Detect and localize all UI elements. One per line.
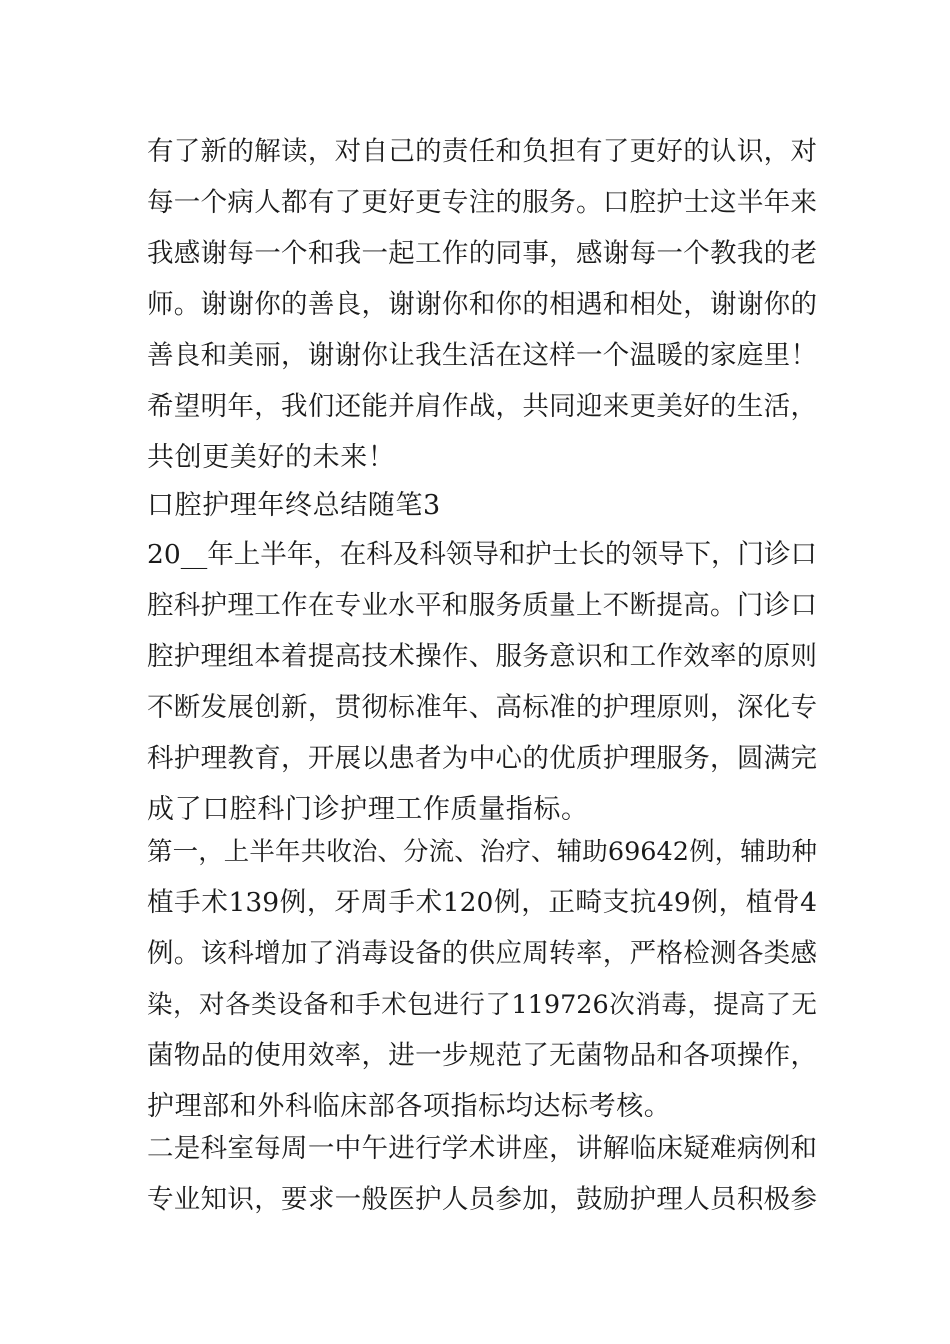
text-line: 科护理教育，开展以患者为中心的优质护理服务，圆满完 [147, 743, 817, 774]
text-line: 腔科护理工作在专业水平和服务质量上不断提高。门诊口 [147, 590, 817, 621]
text-line: 第一，上半年共收治、分流、治疗、辅助69642例，辅助种 [147, 837, 817, 867]
section-heading: 口腔护理年终总结随笔3 [147, 490, 441, 521]
text-line: 植手术139例，牙周手术120例，正畸支抗49例，植骨4 [147, 887, 817, 918]
text-line: 不断发展创新，贯彻标准年、高标准的护理原则，深化专 [147, 692, 817, 723]
text-line: 我感谢每一个和我一起工作的同事，感谢每一个教我的老 [147, 238, 817, 269]
text-line: 善良和美丽，谢谢你让我生活在这样一个温暖的家庭里！ [147, 340, 817, 371]
text-line: 师。谢谢你的善良，谢谢你和你的相遇和相处，谢谢你的 [147, 289, 817, 320]
text-line: 例。该科增加了消毒设备的供应周转率，严格检测各类感 [147, 938, 817, 969]
text-line: 成了口腔科门诊护理工作质量指标。 [147, 794, 589, 825]
text-line: 护理部和外科临床部各项指标均达标考核。 [147, 1091, 672, 1122]
text-line: 菌物品的使用效率，进一步规范了无菌物品和各项操作， [147, 1040, 817, 1071]
text-line: 希望明年，我们还能并肩作战，共同迎来更美好的生活， [147, 391, 817, 422]
text-line: 20__年上半年，在科及科领导和护士长的领导下，门诊口 [147, 539, 817, 570]
text-line: 染，对各类设备和手术包进行了119726次消毒，提高了无 [147, 990, 817, 1020]
text-line: 腔护理组本着提高技术操作、服务意识和工作效率的原则 [147, 641, 817, 672]
text-line: 专业知识，要求一般医护人员参加，鼓励护理人员积极参 [147, 1184, 817, 1215]
text-line: 有了新的解读，对自己的责任和负担有了更好的认识，对 [147, 136, 817, 167]
text-line: 二是科室每周一中午进行学术讲座，讲解临床疑难病例和 [147, 1133, 817, 1164]
text-line: 每一个病人都有了更好更专注的服务。口腔护士这半年来 [147, 187, 817, 218]
text-line: 共创更美好的未来！ [147, 442, 396, 473]
